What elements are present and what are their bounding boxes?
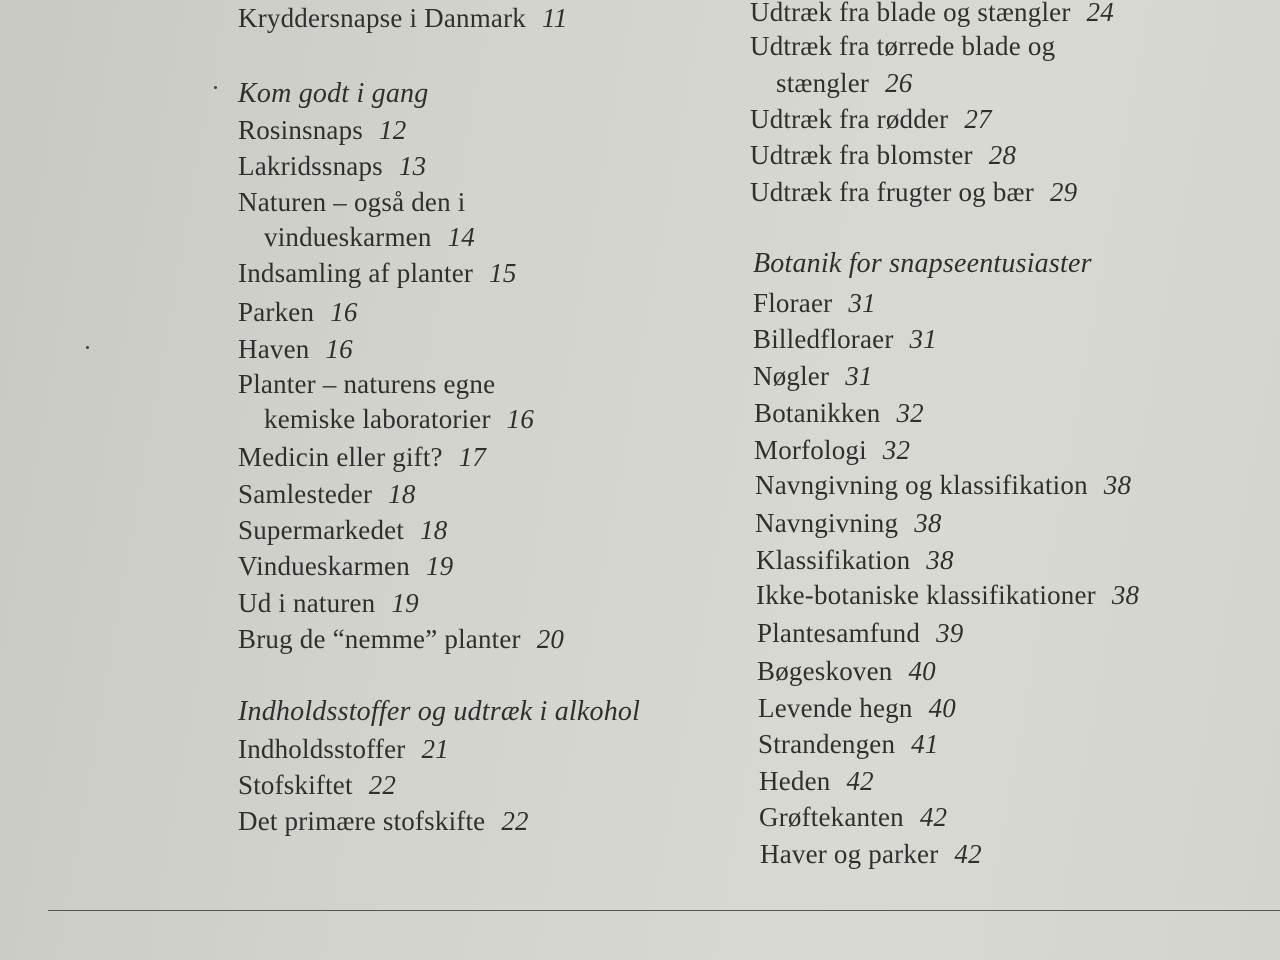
toc-entry-title: Ud i naturen: [238, 588, 376, 618]
toc-entry: [755, 469, 1131, 501]
toc-entry: [753, 323, 937, 355]
toc-entry-title: Kryddersnapse i Danmark: [238, 3, 527, 33]
toc-entry-page: 41: [911, 729, 939, 759]
toc-entry-page: 40: [928, 693, 956, 723]
toc-entry-title: Det primære stofskifte: [238, 806, 486, 836]
toc-entry-title: Udtræk fra frugter og bær: [750, 177, 1034, 207]
toc-entry-page: 38: [1103, 470, 1132, 500]
toc-entry-title: Nøgler: [753, 361, 830, 391]
toc-entry-title: Navngivning og klassifikation: [755, 470, 1088, 500]
toc-entry: [757, 655, 936, 687]
toc-entry-title: Grøftekanten: [759, 802, 904, 832]
toc-entry: [750, 176, 1077, 208]
toc-entry: [238, 257, 517, 289]
toc-entry: [750, 30, 1071, 62]
toc-entry: [238, 186, 481, 218]
toc-entry-title: Ikke-botaniske klassifikationer: [756, 580, 1096, 610]
toc-entry: [754, 434, 910, 466]
toc-entry: [760, 838, 982, 870]
toc-entry-title: Billedfloraer: [753, 324, 894, 354]
toc-entry: [238, 114, 406, 146]
toc-entry-page: 31: [845, 361, 873, 391]
toc-entry-title: Indsamling af planter: [238, 258, 474, 288]
toc-entry-title: Supermarkedet: [238, 515, 405, 545]
toc-entry-page: 42: [846, 766, 874, 796]
toc-entry: [759, 801, 947, 833]
toc-entry-page: 17: [458, 442, 487, 472]
toc-entry-title: Vindueskarmen: [238, 551, 410, 581]
toc-entry: [238, 514, 447, 546]
toc-entry-page: 20: [536, 624, 565, 654]
toc-entry-title: Klassifikation: [756, 545, 911, 575]
speck: [86, 346, 89, 349]
toc-entry-page: 26: [885, 68, 913, 98]
toc-entry: [758, 692, 956, 724]
toc-entry-title: Udtræk fra blomster: [750, 140, 973, 170]
toc-entry-page: 16: [325, 334, 353, 364]
toc-entry: [753, 360, 873, 392]
toc-entry-title: Strandengen: [758, 729, 896, 759]
toc-entry: [238, 478, 416, 510]
toc-entry-page: 39: [936, 618, 964, 648]
toc-entry: [238, 403, 534, 435]
toc-entry-title: kemiske laboratorier: [264, 404, 491, 434]
toc-entry-page: 14: [447, 222, 475, 252]
toc-entry-page: 24: [1086, 0, 1114, 27]
toc-entry-page: 21: [421, 734, 449, 764]
toc-entry: [238, 805, 529, 837]
toc-entry: [754, 397, 924, 429]
toc-entry-page: 27: [964, 104, 992, 134]
toc-entry-title: Botanikken: [754, 398, 881, 428]
toc-entry-page: 29: [1049, 177, 1078, 207]
section-heading: Kom godt i gang: [238, 78, 429, 109]
section-heading: Indholdsstoffer og udtræk i alkohol: [238, 696, 641, 727]
toc-entry: [750, 139, 1016, 171]
toc-entry-page: 38: [1111, 580, 1140, 610]
toc-entry-page: 40: [908, 656, 936, 686]
toc-entry: [238, 733, 449, 765]
toc-entry: [750, 67, 913, 99]
toc-entry-page: 38: [914, 508, 942, 538]
toc-entry-page: 31: [909, 324, 937, 354]
horizontal-divider: [48, 910, 1280, 911]
toc-entry: [755, 507, 942, 539]
toc-entry-page: 42: [919, 802, 948, 832]
toc-entry-title: Navngivning: [755, 508, 899, 538]
toc-entry-title: Morfologi: [754, 435, 867, 465]
toc-entry-page: 32: [896, 398, 924, 428]
toc-entry-page: 19: [391, 588, 419, 618]
toc-entry-title: vindueskarmen: [264, 222, 432, 252]
toc-entry-page: 22: [368, 770, 397, 800]
toc-entry-title: Samlesteder: [238, 479, 373, 509]
toc-entry-page: 18: [420, 515, 448, 545]
toc-entry-title: Brug de “nemme” planter: [238, 624, 521, 654]
toc-entry: [238, 150, 426, 182]
toc-entry-page: 13: [398, 151, 427, 181]
toc-entry: [756, 579, 1139, 611]
toc-entry: [750, 0, 1114, 28]
toc-entry-page: 18: [388, 479, 416, 509]
toc-entry-title: stængler: [776, 68, 870, 98]
toc-entry-title: Floraer: [753, 288, 833, 318]
toc-entry: [238, 550, 453, 582]
toc-entry: [750, 103, 992, 135]
toc-entry-page: 16: [506, 404, 535, 434]
toc-entry-title: Rosinsnaps: [238, 115, 364, 145]
toc-entry: [238, 623, 564, 655]
toc-entry-page: 15: [489, 258, 517, 288]
toc-entry-page: 28: [988, 140, 1017, 170]
toc-entry-page: 31: [848, 288, 876, 318]
toc-entry-title: Planter – naturens egne: [238, 369, 496, 399]
toc-entry: [238, 221, 475, 253]
toc-entry-title: Haver og parker: [760, 839, 939, 869]
toc-entry-page: 11: [542, 3, 568, 33]
toc-entry-page: 19: [425, 551, 454, 581]
toc-entry: [753, 287, 876, 319]
toc-entry-title: Udtræk fra tørrede blade og: [750, 31, 1056, 61]
toc-entry-title: Parken: [238, 297, 315, 327]
toc-entry-title: Udtræk fra rødder: [750, 104, 949, 134]
toc-entry-title: Levende hegn: [758, 693, 913, 723]
toc-entry: [238, 441, 486, 473]
toc-entry-page: 22: [501, 806, 529, 836]
toc-entry-page: 12: [379, 115, 407, 145]
toc-entry: [759, 765, 874, 797]
toc-entry-title: Heden: [759, 766, 831, 796]
toc-entry: [238, 587, 419, 619]
toc-entry: [238, 368, 511, 400]
toc-entry-page: 42: [954, 839, 982, 869]
toc-entry-page: 16: [330, 297, 358, 327]
toc-entry: [757, 617, 963, 649]
toc-entry-title: Bøgeskoven: [757, 656, 893, 686]
section-heading: Botanik for snapseentusiaster: [753, 248, 1092, 279]
speck: [214, 86, 217, 89]
toc-entry: [238, 296, 358, 328]
toc-entry-title: Naturen – også den i: [238, 187, 466, 217]
toc-entry-title: Haven: [238, 334, 310, 364]
toc-entry: [758, 728, 939, 760]
toc-entry-title: Udtræk fra blade og stængler: [750, 0, 1071, 27]
toc-entry: [238, 769, 396, 801]
toc-entry: [756, 544, 954, 576]
toc-entry-page: 32: [882, 435, 911, 465]
toc-entry-title: Plantesamfund: [757, 618, 921, 648]
toc-entry-title: Indholdsstoffer: [238, 734, 406, 764]
toc-entry: [238, 2, 567, 34]
toc-entry-title: Stofskiftet: [238, 770, 353, 800]
toc-entry: [238, 333, 353, 365]
toc-entry-title: Lakridssnaps: [238, 151, 383, 181]
toc-entry-page: 38: [926, 545, 954, 575]
toc-entry-title: Medicin eller gift?: [238, 442, 443, 472]
